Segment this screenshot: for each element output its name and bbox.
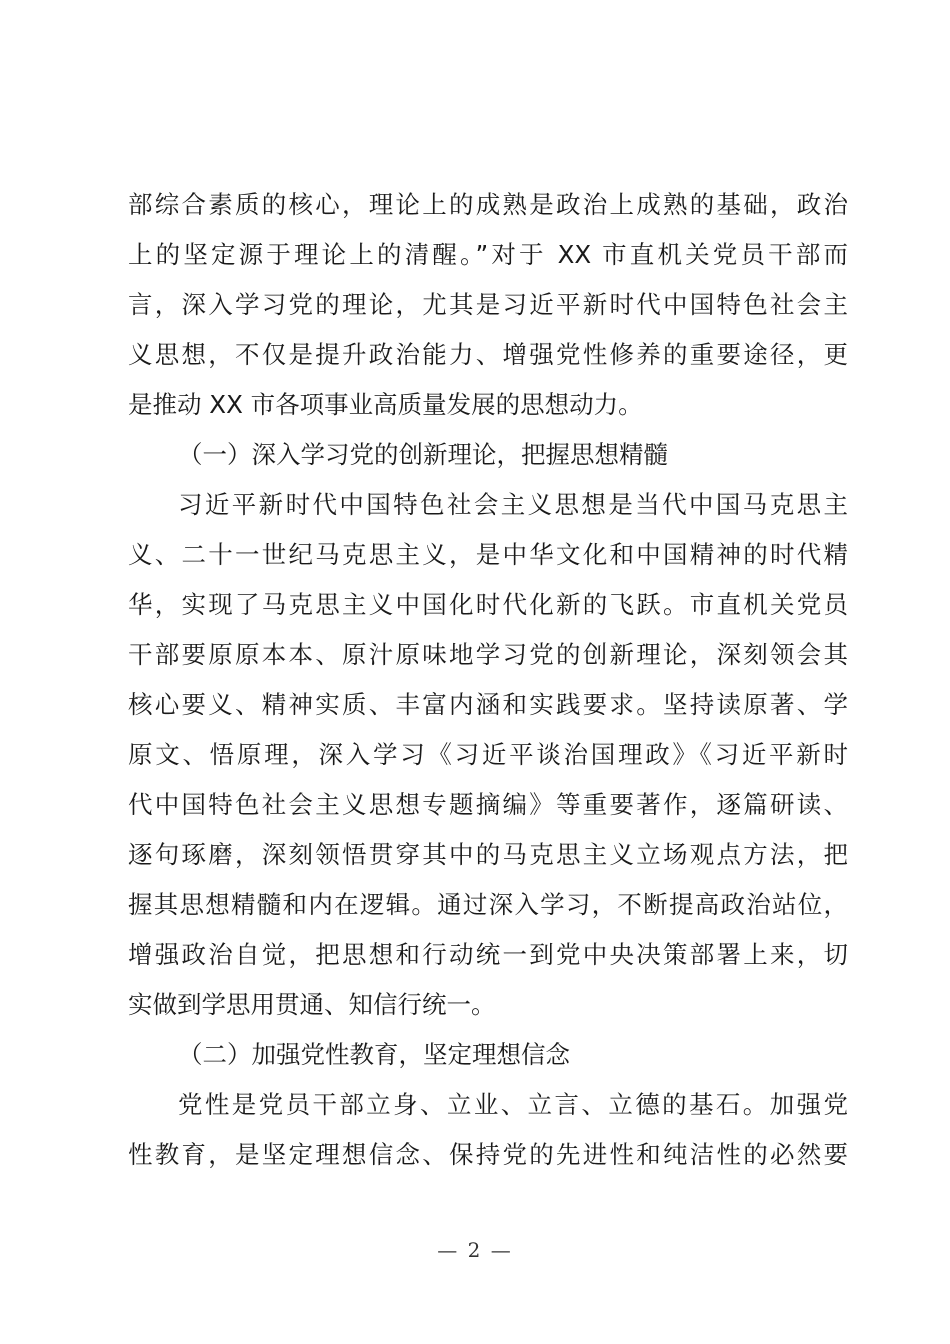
text-line: 言，深入学习党的理论，尤其是习近平新时代中国特色社会主 (128, 290, 848, 319)
text-line: 干部要原原本本、原汁原味地学习党的创新理论，深刻领会其 (128, 640, 848, 669)
text-line: 义思想，不仅是提升政治能力、增强党性修养的重要途径，更 (128, 340, 848, 369)
text-line: 逐句琢磨，深刻领悟贯穿其中的马克思主义立场观点方法，把 (128, 840, 848, 869)
page-number: — 2 — (437, 1238, 513, 1262)
text-line: 性教育，是坚定理想信念、保持党的先进性和纯洁性的必然要 (128, 1140, 848, 1169)
text-line: 代中国特色社会主义思想专题摘编》等重要著作，逐篇研读、 (128, 790, 848, 819)
text-line: 华，实现了马克思主义中国化时代化新的飞跃。市直机关党员 (128, 590, 848, 619)
document-body (128, 180, 848, 1180)
text-line: 习近平新时代中国特色社会主义思想是当代中国马克思主 (178, 490, 848, 519)
text-line: 党性是党员干部立身、立业、立言、立德的基石。加强党 (178, 1090, 848, 1119)
text-line: 是推动 XX 市各项事业高质量发展的思想动力。 (128, 390, 643, 419)
text-line: 握其思想精髓和内在逻辑。通过深入学习，不断提高政治站位， (128, 890, 848, 919)
text-line: 核心要义、精神实质、丰富内涵和实践要求。坚持读原著、学 (128, 690, 848, 719)
text-line: 原文、悟原理，深入学习《习近平谈治国理政》《习近平新时 (128, 740, 848, 769)
text-line: 增强政治自觉，把思想和行动统一到党中央决策部署上来，切 (128, 940, 848, 969)
text-line: 义、二十一世纪马克思主义，是中华文化和中国精神的时代精 (128, 540, 848, 569)
text-line: 上的坚定源于理论上的清醒。”对于 XX 市直机关党员干部而 (128, 240, 848, 269)
section-heading-2: （二）加强党性教育，坚定理想信念 (178, 1040, 570, 1069)
paragraph-1 (128, 480, 848, 1030)
section-heading-1: （一）深入学习党的创新理论，把握思想精髓 (178, 440, 668, 469)
text-line: 部综合素质的核心，理论上的成熟是政治上成熟的基础，政治 (128, 190, 848, 219)
paragraph-2 (128, 1080, 848, 1180)
text-line: 实做到学思用贯通、知信行统一。 (128, 990, 496, 1019)
paragraph-intro (128, 180, 848, 430)
